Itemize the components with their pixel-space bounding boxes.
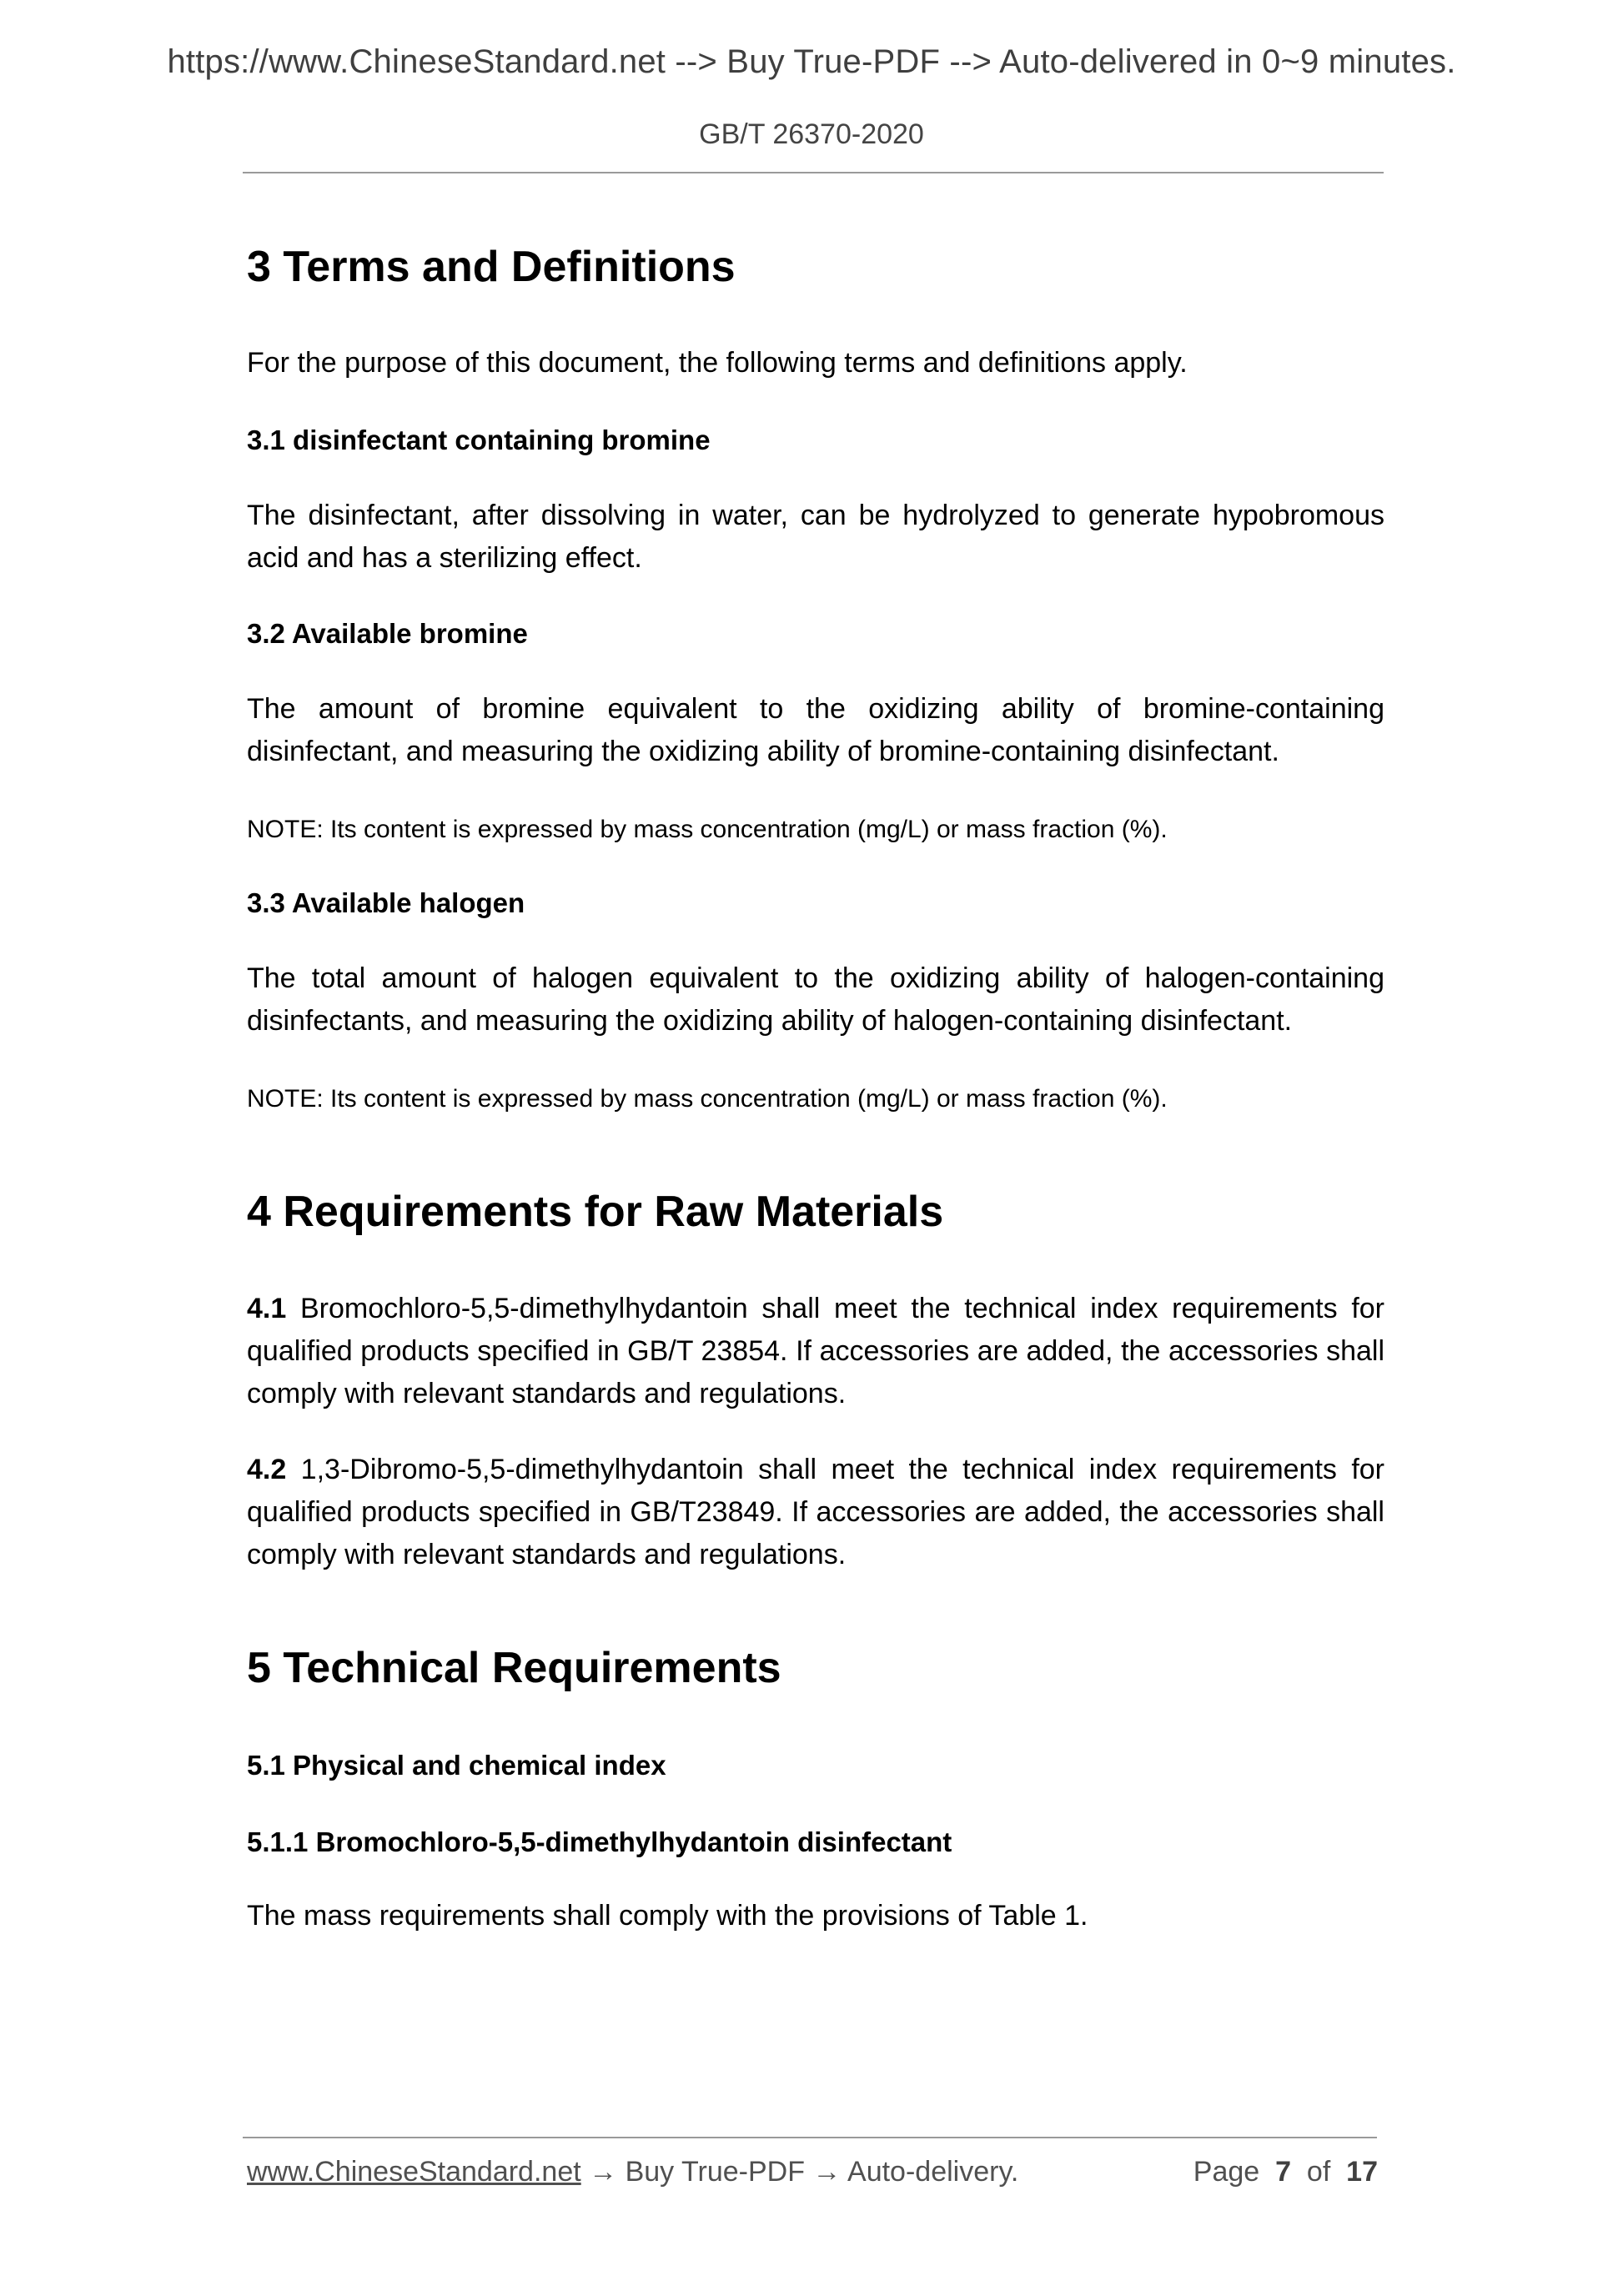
page-indicator — [1193, 2156, 1378, 2188]
header-divider — [243, 172, 1384, 173]
section-3-intro: For the purpose of this document, the following terms and definitions apply. — [247, 347, 1188, 379]
total-pages: 17 — [1346, 2156, 1378, 2188]
footer-divider — [243, 2137, 1377, 2138]
top-banner: https://www.ChineseStandard.net --> Buy True-PDF --> Auto-delivered in 0~9 minutes. — [167, 43, 1456, 80]
clause-4-1-number: 4.1 — [247, 1293, 287, 1324]
term-3-2-heading: 3.2 Available bromine — [247, 618, 528, 649]
term-3-3-definition: The total amount of halogen equivalent to the oxidizing ability of halogen-containing disinfectants, and measuring the oxidizing ability of halogen-containing disinfectant. — [247, 962, 1384, 1037]
site-link[interactable]: www.ChineseStandard.net — [247, 2156, 581, 2188]
footer-promo — [247, 2156, 1018, 2188]
clause-4-2-text: 1,3-Dibromo-5,5-dimethylhydantoin shall meet the technical index requirements for qualified products specified in GB/T23849. If accessories are added, the accessories shall comply with relevant standards and regulations. — [247, 1454, 1384, 1570]
footer-buy-text: Buy True-PDF — [625, 2156, 805, 2188]
section-5-heading: 5 Technical Requirements — [247, 1644, 781, 1692]
subsection-5-1-1-heading: 5.1.1 Bromochloro-5,5-dimethylhydantoin disinfectant — [247, 1826, 952, 1857]
subsection-5-1-heading: 5.1 Physical and chemical index — [247, 1750, 666, 1781]
of-label: of — [1306, 2156, 1331, 2188]
clause-4-1-text: Bromochloro-5,5-dimethylhydantoin shall meet the technical index requirements for qualified products specified in GB/T 23854. If accessories are added, the accessories shall comply with relevant standards and regulations. — [247, 1293, 1384, 1409]
term-3-2-definition: The amount of bromine equivalent to the oxidizing ability of bromine-containing disinfectant, and measuring the oxidizing ability of bromine-containing disinfectant. — [247, 693, 1384, 767]
arrow-icon: → — [804, 2156, 848, 2188]
arrow-icon: → — [580, 2156, 626, 2188]
page-number: 7 — [1275, 2156, 1291, 2188]
page-label: Page — [1193, 2156, 1260, 2188]
footer-delivery-text: Auto-delivery. — [847, 2156, 1019, 2188]
standard-code: GB/T 26370-2020 — [699, 118, 924, 150]
term-3-1-definition: The disinfectant, after dissolving in water, can be hydrolyzed to generate hypobromous acid and has a sterilizing effect. — [247, 500, 1384, 574]
subsection-5-1-1-text: The mass requirements shall comply with the provisions of Table 1. — [247, 1900, 1088, 1932]
clause-4-2 — [247, 1449, 1384, 1576]
term-3-2-note: NOTE: Its content is expressed by mass concentration (mg/L) or mass fraction (%). — [247, 816, 1168, 843]
clause-4-1 — [247, 1288, 1384, 1415]
clause-4-2-number: 4.2 — [247, 1454, 287, 1485]
section-4-heading: 4 Requirements for Raw Materials — [247, 1188, 944, 1236]
section-3-heading: 3 Terms and Definitions — [247, 243, 736, 291]
term-3-3-note: NOTE: Its content is expressed by mass concentration (mg/L) or mass fraction (%). — [247, 1085, 1168, 1113]
term-3-1-heading: 3.1 disinfectant containing bromine — [247, 425, 711, 455]
page-footer — [247, 2156, 1378, 2188]
term-3-3-heading: 3.3 Available halogen — [247, 887, 525, 918]
